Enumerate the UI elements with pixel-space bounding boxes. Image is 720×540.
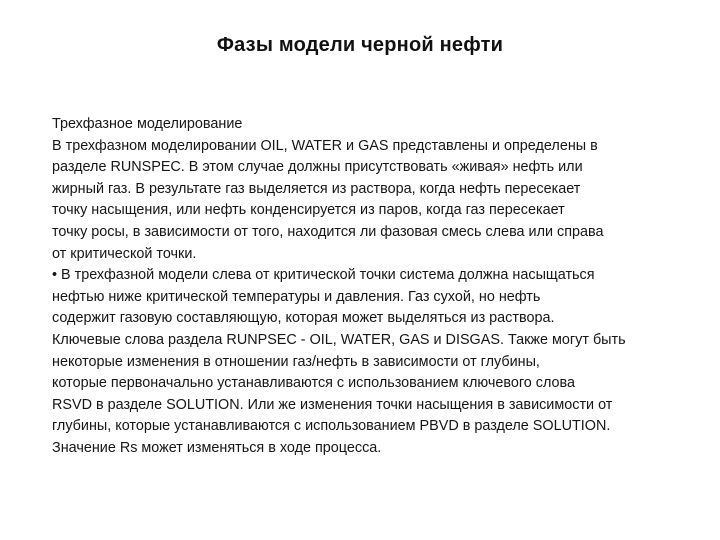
slide-title: Фазы модели черной нефти xyxy=(216,34,504,56)
body-line: RSVD в разделе SOLUTION. Или же изменения точки насыщения в зависимости от xyxy=(52,396,613,413)
body-line: нефтью ниже критической температуры и давления. Газ сухой, но нефть xyxy=(52,288,541,305)
body-line: точку насыщения, или нефть конденсируется из паров, когда газ пересекает xyxy=(52,202,565,219)
body-line: Значение Rs может изменяться в ходе процесса. xyxy=(52,439,382,456)
subheading: Трехфазное моделирование xyxy=(52,116,243,132)
bullet-line: • В трехфазной модели слева от критической точки система должна насыщаться xyxy=(52,267,595,284)
body-line: Ключевые слова раздела RUNPSEC - OIL, WATER, GAS и DISGAS. Также могут быть xyxy=(52,331,626,348)
body-line: глубины, которые устанавливаются с использованием PBVD в разделе SOLUTION. xyxy=(52,418,611,435)
body-line: некоторые изменения в отношении газ/нефть в зависимости от глубины, xyxy=(52,353,540,370)
body-line: разделе RUNSPEC. В этом случае должны присутствовать «живая» нефть или xyxy=(52,159,583,176)
slide-body-text xyxy=(52,114,692,460)
body-line: содержит газовую составляющую, которая может выделяться из раствора. xyxy=(52,310,555,327)
body-line: которые первоначально устанавливаются с использованием ключевого слова xyxy=(52,375,576,392)
body-line: от критической точки. xyxy=(52,245,197,262)
body-line: точку росы, в зависимости от того, находится ли фазовая смесь слева или справа xyxy=(52,223,604,240)
body-line: жирный газ. В результате газ выделяется из раствора, когда нефть пересекает xyxy=(52,180,581,197)
body-line: В трехфазном моделировании OIL, WATER и GAS представлены и определены в xyxy=(52,137,598,154)
